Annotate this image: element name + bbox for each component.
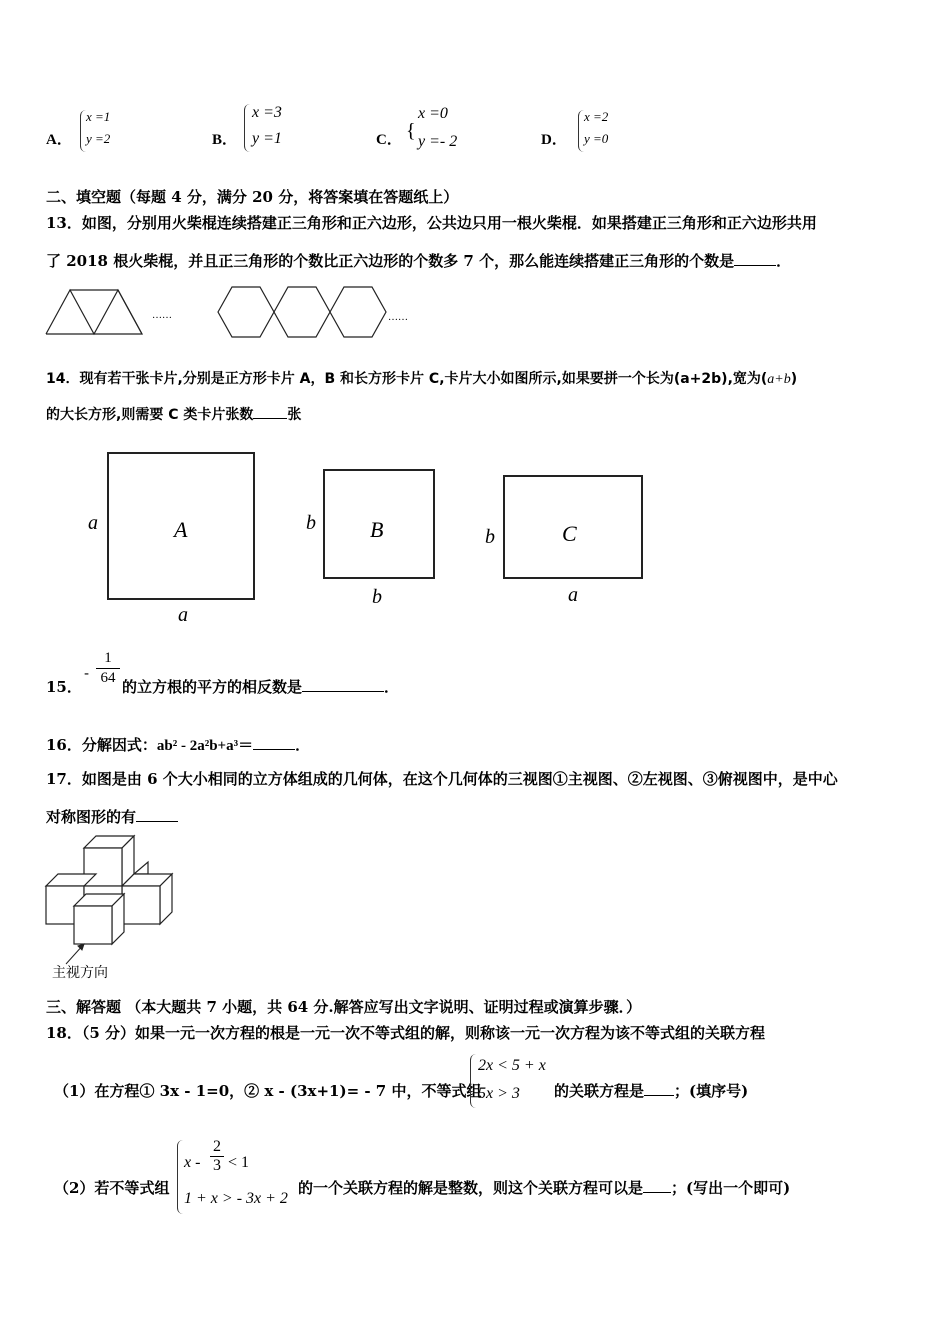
option-b-label: B． [212,132,238,148]
q16-end: ． [295,736,311,754]
card-c-bottom-label: a [568,584,578,606]
option-b-y: y =1 [252,130,282,147]
q14-line2-text: 的大长方形,则需要 C 类卡片张数 [46,407,254,423]
q18-p2-brace [177,1140,184,1214]
option-c-label: C． [376,132,402,148]
hexagons-dots: …… [388,312,408,323]
card-c [485,476,642,606]
option-d-y: y =0 [584,131,609,146]
q18-p2-system [184,1138,288,1208]
option-b-brace [244,104,251,152]
q18-p2-answer-blank[interactable] [643,1178,671,1193]
option-a-label: A． [46,132,72,148]
q18-p2-ineq1-b: < 1 [228,1154,250,1171]
q18-p1-answer-blank[interactable] [644,1081,674,1096]
card-a-bottom-label: a [178,604,188,626]
option-d-x: x =2 [584,109,609,124]
option-d-label: D． [541,132,567,148]
q15-sign: - [84,664,90,682]
q18-p1-prefix: （1）在方程① 3x - 1=0，② x - (3x+1)= - 7 中，不等式组 [54,1082,482,1100]
q15-end: ． [384,678,400,696]
q18-p2-suffix-line [298,1177,790,1198]
cubes-drawing [46,836,172,944]
q18-p1-suffix-line [554,1080,748,1101]
q15-fraction-bar [96,668,120,669]
q18-p1-end: ；(填序号) [674,1082,749,1100]
q15-fraction [96,650,120,687]
view-arrow-icon [66,944,84,964]
option-c-x: x =0 [418,105,448,122]
q13-answer-blank[interactable] [734,251,776,266]
q17-view-label: 主视方向 [52,966,108,981]
q17-line1: 17．如图是由 6 个大小相同的立方体组成的几何体，在这个几何体的三视图①主视图、②左视图、③俯视图中，是中心 [46,770,838,788]
q17-answer-blank[interactable] [136,807,178,822]
q18-p2-prefix: （2）若不等式组 [54,1179,170,1197]
q13-line2-text: 了 2018 根火柴棍，并且正三角形的个数比正六边形的个数多 7 个，那么能连续搭建正三角形的个数是 [46,252,735,270]
q18-p1-system [478,1052,546,1108]
q18-p2-fraction [210,1138,224,1175]
section3-header: 三、解答题 （本大题共 7 小题，共 64 分.解答应写出文字说明、证明过程或演算步骤．） [46,998,642,1016]
triangles-figure [46,290,142,334]
card-a-side-label: a [88,512,98,534]
card-c-side-label: b [485,526,495,548]
q18-p2-suffix: 的一个关联方程的解是整数，则这个关联方程可以是 [298,1179,644,1197]
card-b-bottom-label: b [372,586,382,608]
section2-header: 二、填空题（每题 4 分，满分 20 分，将答案填在答题纸上） [46,188,459,206]
q16-prefix: 16．分解因式： [46,736,157,754]
option-a-y: y =2 [86,131,111,146]
q16-answer-blank[interactable] [253,735,295,750]
q14-line2 [46,404,301,424]
q14-line2-end: 张 [287,407,302,423]
card-a-name: A [174,517,188,542]
q15-denominator: 64 [100,670,116,686]
option-c-brace: { [406,120,416,142]
q18-p2-ineq1 [184,1138,288,1184]
q14-line1-math: a+b [767,372,791,387]
q18-p1-ineq1: 2x < 5 + x [478,1057,546,1074]
q18-p1-brace [470,1054,477,1108]
q18-p2-fraction-den: 3 [213,1157,221,1174]
q13-figure [40,284,460,344]
card-b-name: B [370,517,384,542]
q18-p2-ineq2: 1 + x > - 3x + 2 [184,1190,288,1207]
q15-answer-blank[interactable] [302,677,384,692]
q18-p2-fraction-num: 2 [213,1138,221,1155]
q14-line1-text: 14．现有若干张卡片,分别是正方形卡片 A，B 和长方形卡片 C,卡片大小如图所示,如果要拼一个长为(a+2b),宽为( [46,371,768,387]
q14-line1 [46,368,797,388]
q15-numerator: 1 [104,650,112,666]
triangles-dots: …… [152,310,172,321]
q14-answer-blank[interactable] [253,404,287,419]
card-b [306,470,434,608]
q13-line1: 13．如图，分别用火柴棍连续搭建正三角形和正六边形，公共边只用一根火柴棍．如果搭建正三角形和正六边形共用 [46,214,817,232]
option-b-x: x =3 [252,104,282,121]
q18-p2-ineq1-a: x - [184,1154,201,1171]
q17-cubes-figure [40,832,190,982]
q18-p2-end: ；(写出一个即可) [671,1179,791,1197]
option-c-y: y =- 2 [418,133,458,150]
q14-line1-end: ) [790,371,798,387]
q15-text-line [122,676,399,697]
q18-p1-ineq2: 5x > 3 [478,1085,520,1102]
q13-line2 [46,250,791,271]
q15-number: 15． [46,678,82,696]
q16-expr: ab² - 2a²b+a³＝ [156,738,254,754]
option-a-x: x =1 [86,109,111,124]
q18-p1-suffix: 的关联方程是 [554,1082,645,1100]
q17-line2-text: 对称图形的有 [46,808,137,826]
q18-intro: 18．（5 分）如果一元一次方程的根是一元一次不等式组的解，则称该一元一次方程为该不等式组的关联方程 [46,1024,766,1042]
q13-line2-end: ． [776,252,792,270]
card-b-side-label: b [306,512,316,534]
card-c-name: C [562,521,577,546]
card-a [88,453,254,626]
q15-text: 的立方根的平方的相反数是 [122,678,303,696]
q16-line [46,734,310,755]
q17-line2 [46,806,178,827]
q14-cards-figure [80,445,660,630]
hexagons-figure [218,287,386,337]
